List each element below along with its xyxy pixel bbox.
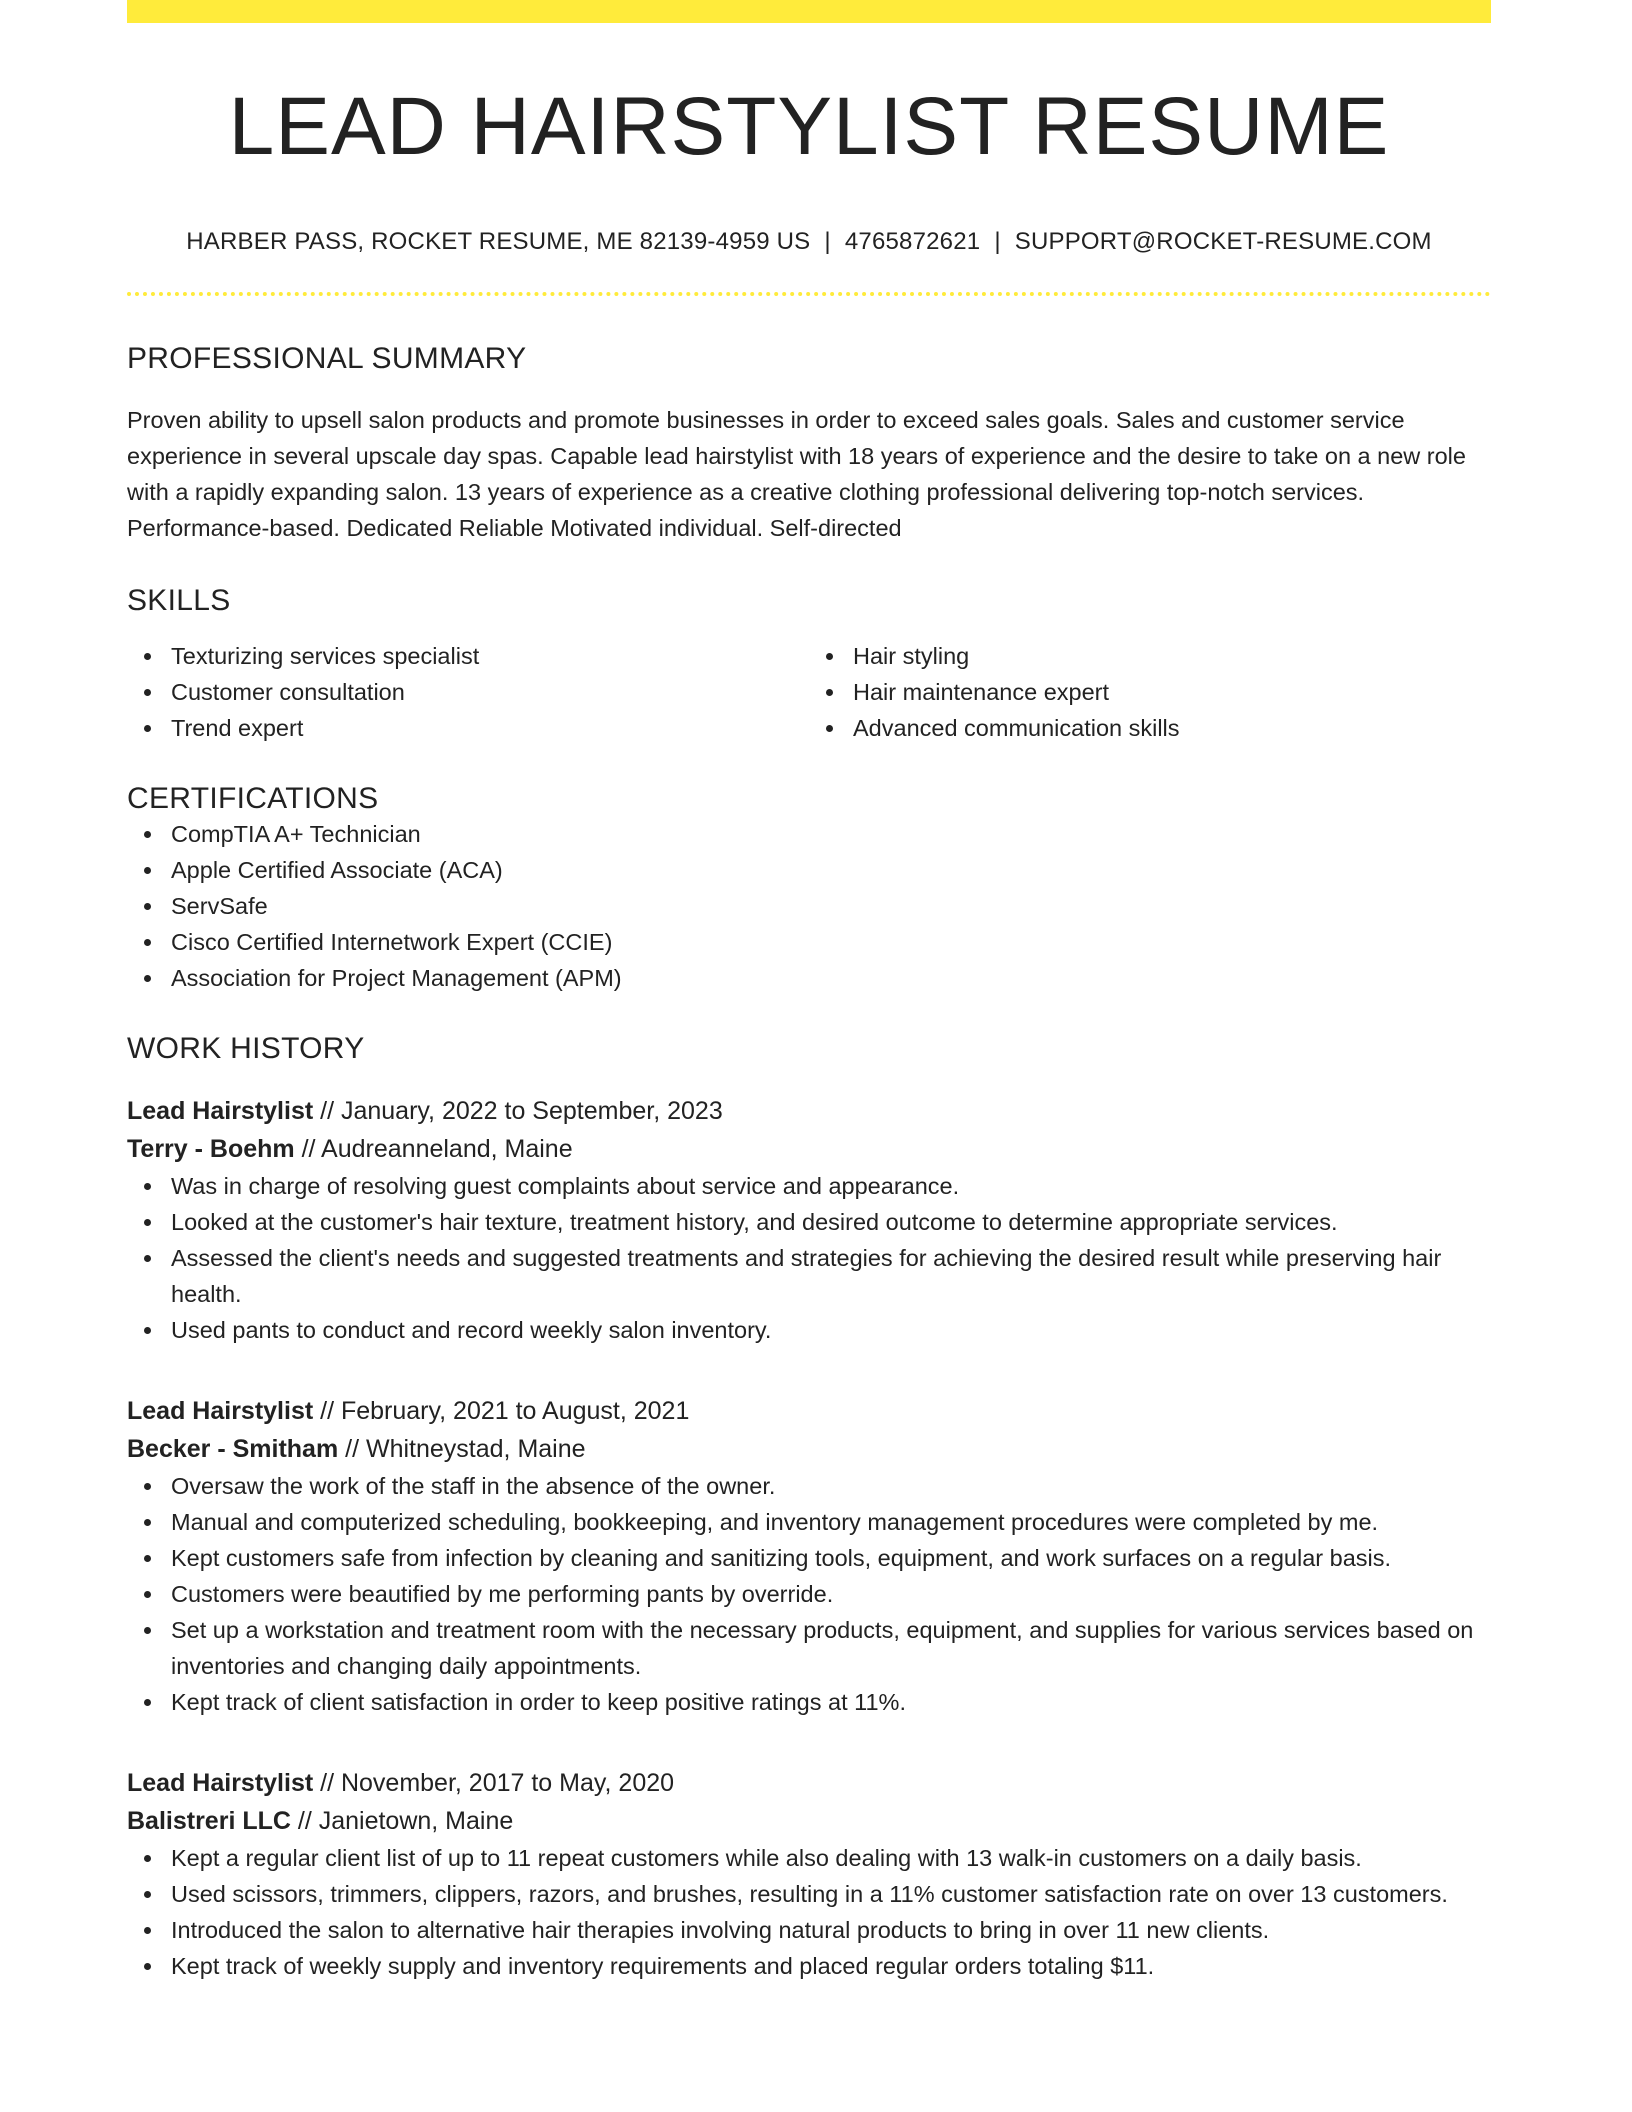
job-duty: Kept track of client satisfaction in order to keep positive ratings at 11%. — [127, 1684, 1491, 1720]
job-duty: Kept customers safe from infection by cleaning and sanitizing tools, equipment, and work surfaces on a regular basis. — [127, 1540, 1491, 1576]
skills-column-left — [127, 638, 809, 746]
skills-list-left — [127, 638, 809, 746]
skills-grid — [127, 638, 1491, 746]
job-duties-list — [127, 1840, 1491, 1984]
work-history-heading: WORK HISTORY — [127, 1032, 365, 1066]
job-title: Lead Hairstylist — [127, 1769, 314, 1798]
skills-heading: SKILLS — [127, 584, 231, 618]
contact-phone: 4765872621 — [844, 228, 981, 256]
resume-title: LEAD HAIRSTYLIST RESUME — [228, 81, 1390, 172]
job-entry — [127, 1764, 1491, 1984]
job-location: // Audreanneland, Maine — [294, 1135, 573, 1164]
contact-line — [127, 228, 1491, 256]
contact-email: SUPPORT@ROCKET-RESUME.COM — [1014, 228, 1432, 256]
job-title-line — [127, 1392, 1491, 1430]
job-dates: // January, 2022 to September, 2023 — [313, 1097, 723, 1126]
certifications-list — [127, 816, 1491, 996]
dotted-divider — [127, 292, 1491, 296]
job-duty: Used scissors, trimmers, clippers, razors, and brushes, resulting in a 11% customer satisfaction rate on over 13 customers. — [127, 1876, 1491, 1912]
job-duty: Manual and computerized scheduling, bookkeeping, and inventory management procedures were completed by me. — [127, 1504, 1491, 1540]
job-title: Lead Hairstylist — [127, 1397, 314, 1426]
job-duties-list — [127, 1168, 1491, 1348]
job-title: Lead Hairstylist — [127, 1097, 314, 1126]
job-duty: Was in charge of resolving guest complaints about service and appearance. — [127, 1168, 1491, 1204]
certifications-heading: CERTIFICATIONS — [127, 782, 379, 816]
top-accent-bar — [127, 0, 1491, 23]
contact-separator: | — [824, 228, 831, 256]
skill-item: Customer consultation — [127, 674, 809, 710]
job-company-line — [127, 1802, 1491, 1840]
job-duties-list — [127, 1468, 1491, 1720]
job-duty: Used pants to conduct and record weekly salon inventory. — [127, 1312, 1491, 1348]
job-duty: Assessed the client's needs and suggested treatments and strategies for achieving the desired result while preserving hair health. — [127, 1240, 1491, 1312]
certification-item: CompTIA A+ Technician — [127, 816, 1491, 852]
job-duty: Introduced the salon to alternative hair therapies involving natural products to bring in over 11 new clients. — [127, 1912, 1491, 1948]
job-company: Balistreri LLC — [127, 1807, 291, 1836]
skill-item: Texturizing services specialist — [127, 638, 809, 674]
job-location: // Whitneystad, Maine — [338, 1435, 586, 1464]
skill-item: Hair styling — [809, 638, 1491, 674]
certification-item: Association for Project Management (APM) — [127, 960, 1491, 996]
job-company: Terry - Boehm — [127, 1135, 295, 1164]
skill-item: Advanced communication skills — [809, 710, 1491, 746]
job-dates: // November, 2017 to May, 2020 — [313, 1769, 675, 1798]
summary-heading: PROFESSIONAL SUMMARY — [127, 342, 527, 376]
contact-separator: | — [994, 228, 1001, 256]
skill-item: Trend expert — [127, 710, 809, 746]
job-title-line — [127, 1764, 1491, 1802]
job-duty: Kept a regular client list of up to 11 repeat customers while also dealing with 13 walk-in customers on a daily basis. — [127, 1840, 1491, 1876]
job-company-line — [127, 1130, 1491, 1168]
skills-column-right — [809, 638, 1491, 746]
job-duty: Set up a workstation and treatment room with the necessary products, equipment, and supplies for various services based on inventories and changing daily appointments. — [127, 1612, 1491, 1684]
job-entry — [127, 1392, 1491, 1720]
skill-item: Hair maintenance expert — [809, 674, 1491, 710]
summary-text: Proven ability to upsell salon products and promote businesses in order to exceed sales goals. Sales and customer service experience in several upscale day spas. Capable lead hairstylist with 18 years of experience and the desire to take on a new role with a rapidly expanding salon. 13 years of experience as a creative clothing professional delivering top-notch services. Performance-based. Dedicated Reliable Motivated individual. Self-directed — [127, 407, 1466, 542]
job-duty: Kept track of weekly supply and inventory requirements and placed regular orders totaling $11. — [127, 1948, 1491, 1984]
resume-page — [127, 0, 1491, 1984]
job-duty: Looked at the customer's hair texture, treatment history, and desired outcome to determine appropriate services. — [127, 1204, 1491, 1240]
certification-item: Cisco Certified Internetwork Expert (CCIE) — [127, 924, 1491, 960]
job-company: Becker - Smitham — [127, 1435, 339, 1464]
job-duty: Customers were beautified by me performing pants by override. — [127, 1576, 1491, 1612]
skills-list-right — [809, 638, 1491, 746]
job-entry — [127, 1092, 1491, 1348]
job-company-line — [127, 1430, 1491, 1468]
certification-item: ServSafe — [127, 888, 1491, 924]
certification-item: Apple Certified Associate (ACA) — [127, 852, 1491, 888]
job-location: // Janietown, Maine — [290, 1807, 514, 1836]
job-duty: Oversaw the work of the staff in the absence of the owner. — [127, 1468, 1491, 1504]
job-title-line — [127, 1092, 1491, 1130]
contact-address: HARBER PASS, ROCKET RESUME, ME 82139-4959 US — [186, 228, 811, 256]
job-dates: // February, 2021 to August, 2021 — [313, 1397, 690, 1426]
